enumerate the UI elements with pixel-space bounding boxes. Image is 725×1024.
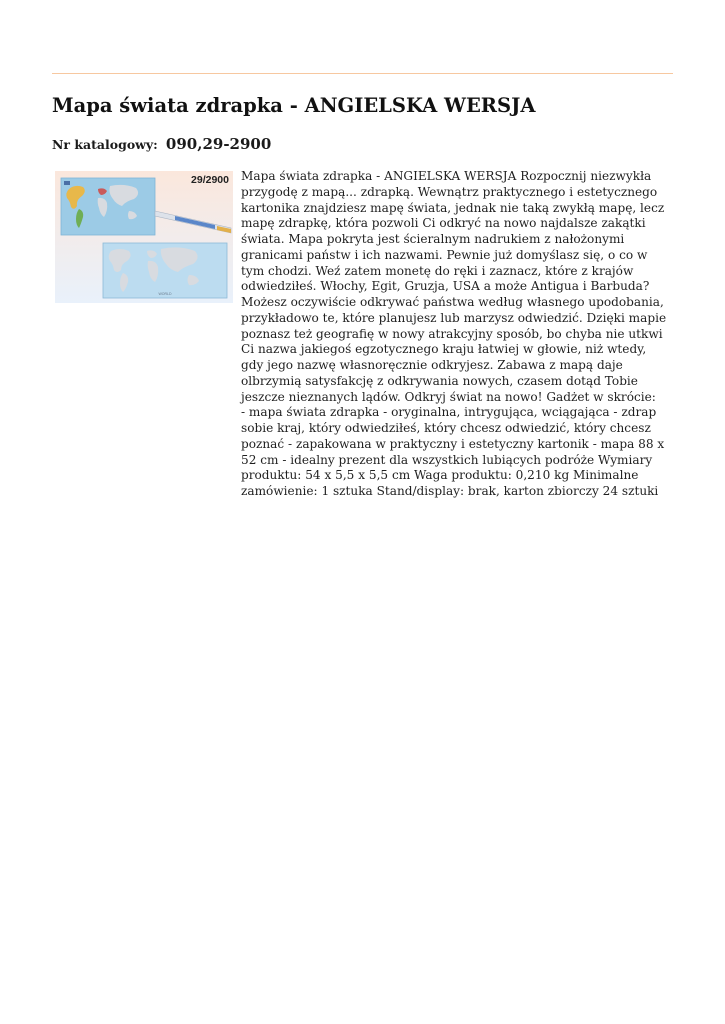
catalog-number-row [52,134,271,153]
map-card-top [61,178,155,235]
map-card-bottom [103,243,227,298]
header-divider [52,73,673,74]
catalog-label: Nr katalogowy: [52,137,158,152]
page-title: Mapa świata zdrapka - ANGIELSKA WERSJA [52,94,536,117]
scratch-world-map-product-photo-icon [55,171,233,303]
svg-text:WORLD: WORLD [158,292,172,296]
catalog-number: 090,29-2900 [165,135,272,153]
product-image [55,171,233,303]
product-code-label: 29/2900 [191,174,229,186]
product-description: Mapa świata zdrapka - ANGIELSKA WERSJA Rozpocznij niezwykła przygodę z mapą... zdrapką. Wewnątrz praktycznego i estetycznego kartonika znajdziesz mapę świata, jednak nie taką zwykłą mapę, lecz mapę zdrapkę, która pozwoli Ci odkryć na nowo najdalsze zakątki świata. Mapa pokryta jest ścieralnym nadrukiem z nałożonymi granicami państw i ich nazwami. Pewnie już domyślasz się, o co w tym chodzi. Weź zatem monetę do ręki i zaznacz, które z krajów odwiedziłeś. Włochy, Egit, Gruzja, USA a może Antigua i Barbuda? Możesz oczywiście odkrywać państwa według własnego upodobania, przykładowo te, które planujesz lub marzysz odwiedzić. Dzięki mapie poznasz też geografię w nowy atrakcyjny sposób, bo chyba nie utkwi Ci nazwa jakiegoś egzotycznego kraju łatwiej w głowie, niż wtedy, gdy jego nazwę własnoręcznie odkryjesz. Zabawa z mapą daje olbrzymią satysfakcję z odkrywania nowych, czasem dotąd Tobie jeszcze nieznanych lądów. Odkryj świat na nowo! Gadżet w skrócie: - mapa świata zdrapka - oryginalna, intrygująca, wciągająca - zdrap sobie kraj, który odwiedziłeś, który chcesz odwiedzić, który chcesz poznać - zapakowana w praktyczny i estetyczny kartonik - mapa 88 x 52 cm - idealny prezent dla wszystkich lubiących podróże Wymiary produktu: 54 x 5,5 x 5,5 cm Waga produktu: 0,210 kg Minimalne zamówienie: 1 sztuka Stand/display: brak, karton zbiorczy 24 sztuki [241,169,667,498]
